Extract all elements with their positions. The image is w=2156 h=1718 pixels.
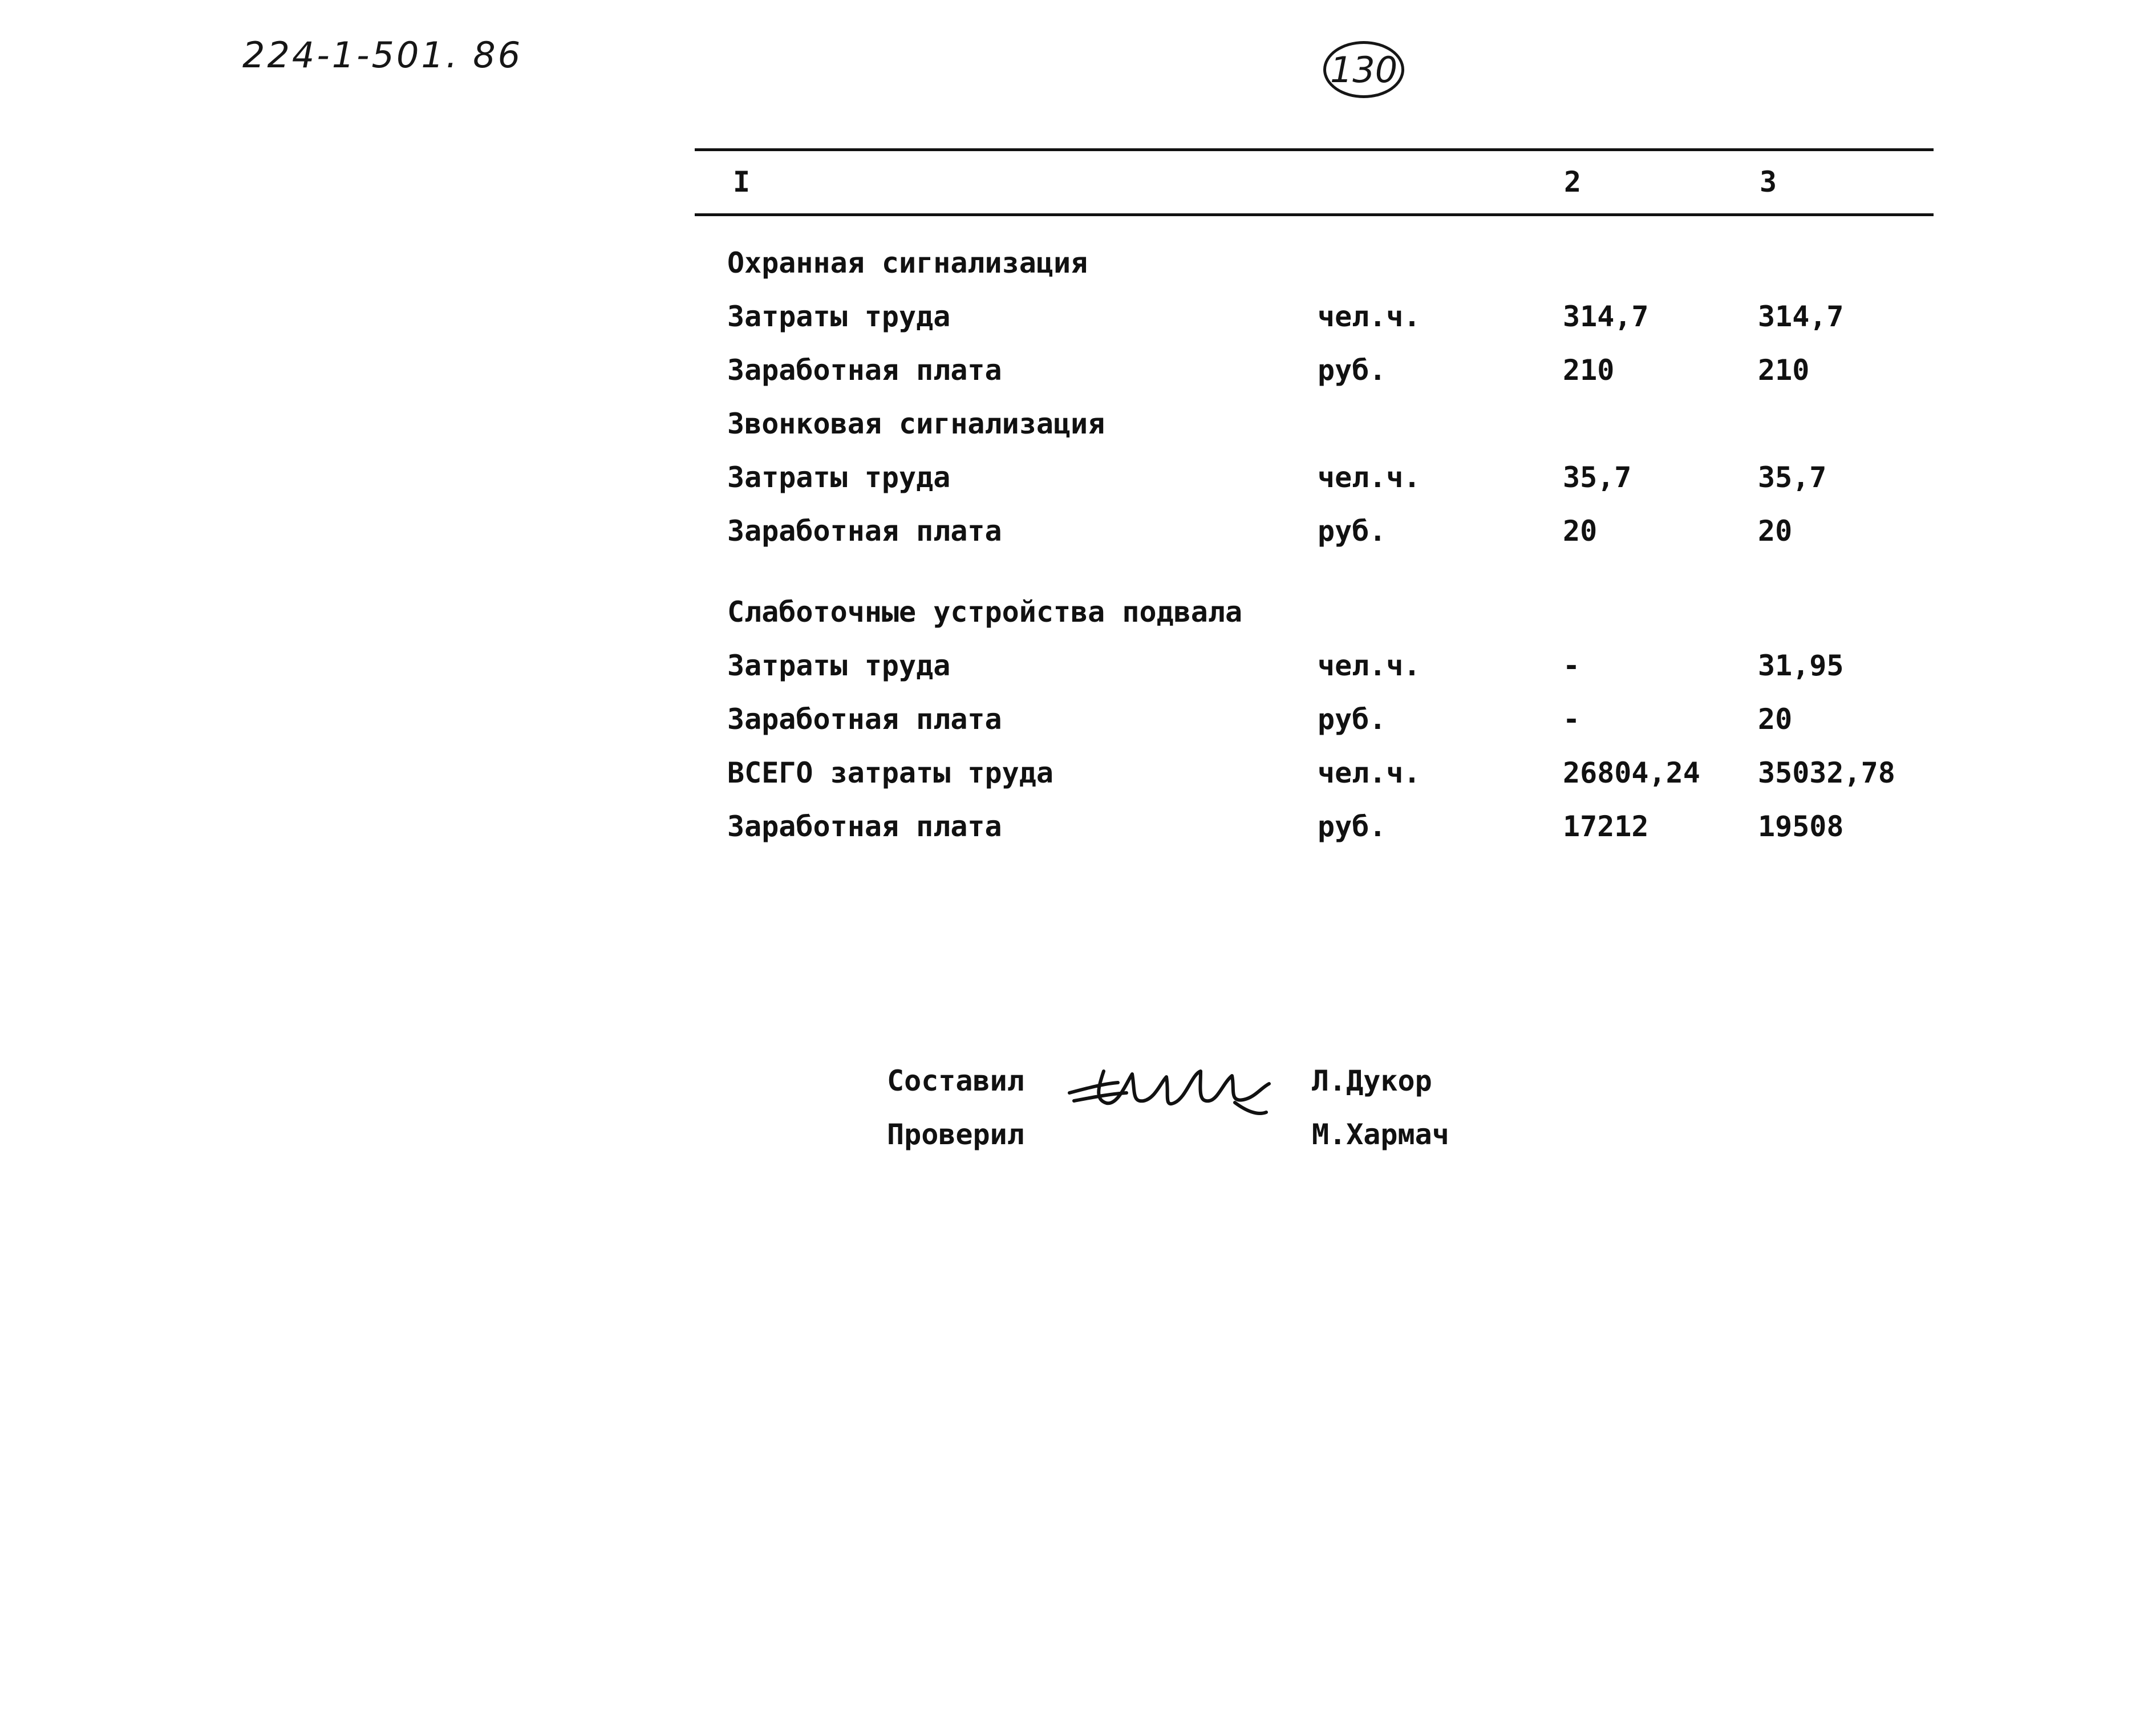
section-title-bell-alarm: Звонковая сигнализация	[727, 407, 1105, 440]
row-value-col3: 35,7	[1758, 461, 1827, 494]
table-row	[0, 514, 2156, 554]
row-label: Затраты труда	[727, 461, 951, 494]
row-value-col2: 314,7	[1563, 300, 1649, 333]
row-value-col2: -	[1563, 649, 1580, 682]
row-label: Затраты труда	[727, 649, 951, 682]
section-title-security-alarm: Охранная сигнализация	[727, 246, 1088, 279]
row-value-col3: 314,7	[1758, 300, 1844, 333]
table-row	[0, 354, 2156, 394]
table-top-rule	[695, 148, 1934, 151]
column-header-2: 2	[1564, 165, 1582, 198]
row-label: ВСЕГО затраты труда	[727, 756, 1053, 789]
row-label: Заработная плата	[727, 354, 1002, 387]
column-header-1: I	[733, 165, 751, 198]
table-row	[0, 300, 2156, 340]
row-unit: чел.ч.	[1318, 756, 1421, 789]
compiled-by-name: Л.Дукор	[1312, 1064, 1432, 1097]
row-unit: чел.ч.	[1318, 300, 1421, 333]
row-unit: руб.	[1318, 810, 1387, 843]
page-number: 130	[1323, 41, 1404, 98]
row-unit: чел.ч.	[1318, 649, 1421, 682]
table-row	[0, 703, 2156, 743]
document-code: 224-1-501. 86	[242, 34, 523, 76]
row-unit: руб.	[1318, 514, 1387, 548]
section-title-low-current-basement: Слаботочные устройства подвала	[727, 595, 1243, 629]
row-value-col3: 35032,78	[1758, 756, 1895, 789]
compiled-by-label: Составил	[887, 1064, 1024, 1097]
checked-by-name: М.Хармач	[1312, 1118, 1449, 1151]
row-unit: чел.ч.	[1318, 461, 1421, 494]
row-value-col3: 20	[1758, 703, 1793, 736]
row-value-col2: 26804,24	[1563, 756, 1700, 789]
table-row-total-wages	[0, 810, 2156, 850]
checked-by-label: Проверил	[887, 1118, 1024, 1151]
row-value-col2: 17212	[1563, 810, 1649, 843]
row-value-col2: -	[1563, 703, 1580, 736]
row-value-col3: 19508	[1758, 810, 1844, 843]
row-value-col2: 20	[1563, 514, 1598, 548]
row-unit: руб.	[1318, 354, 1387, 387]
row-label: Затраты труда	[727, 300, 951, 333]
table-row	[0, 461, 2156, 501]
table-row	[0, 649, 2156, 689]
row-label: Заработная плата	[727, 703, 1002, 736]
row-value-col2: 35,7	[1563, 461, 1632, 494]
row-unit: руб.	[1318, 703, 1387, 736]
table-row-total	[0, 756, 2156, 796]
table-header-rule	[695, 213, 1934, 216]
row-value-col2: 210	[1563, 354, 1615, 387]
row-value-col3: 210	[1758, 354, 1810, 387]
handwritten-signature	[1064, 1048, 1275, 1123]
row-value-col3: 31,95	[1758, 649, 1844, 682]
column-header-3: 3	[1760, 165, 1777, 198]
row-label: Заработная плата	[727, 514, 1002, 548]
row-label: Заработная плата	[727, 810, 1002, 843]
row-value-col3: 20	[1758, 514, 1793, 548]
